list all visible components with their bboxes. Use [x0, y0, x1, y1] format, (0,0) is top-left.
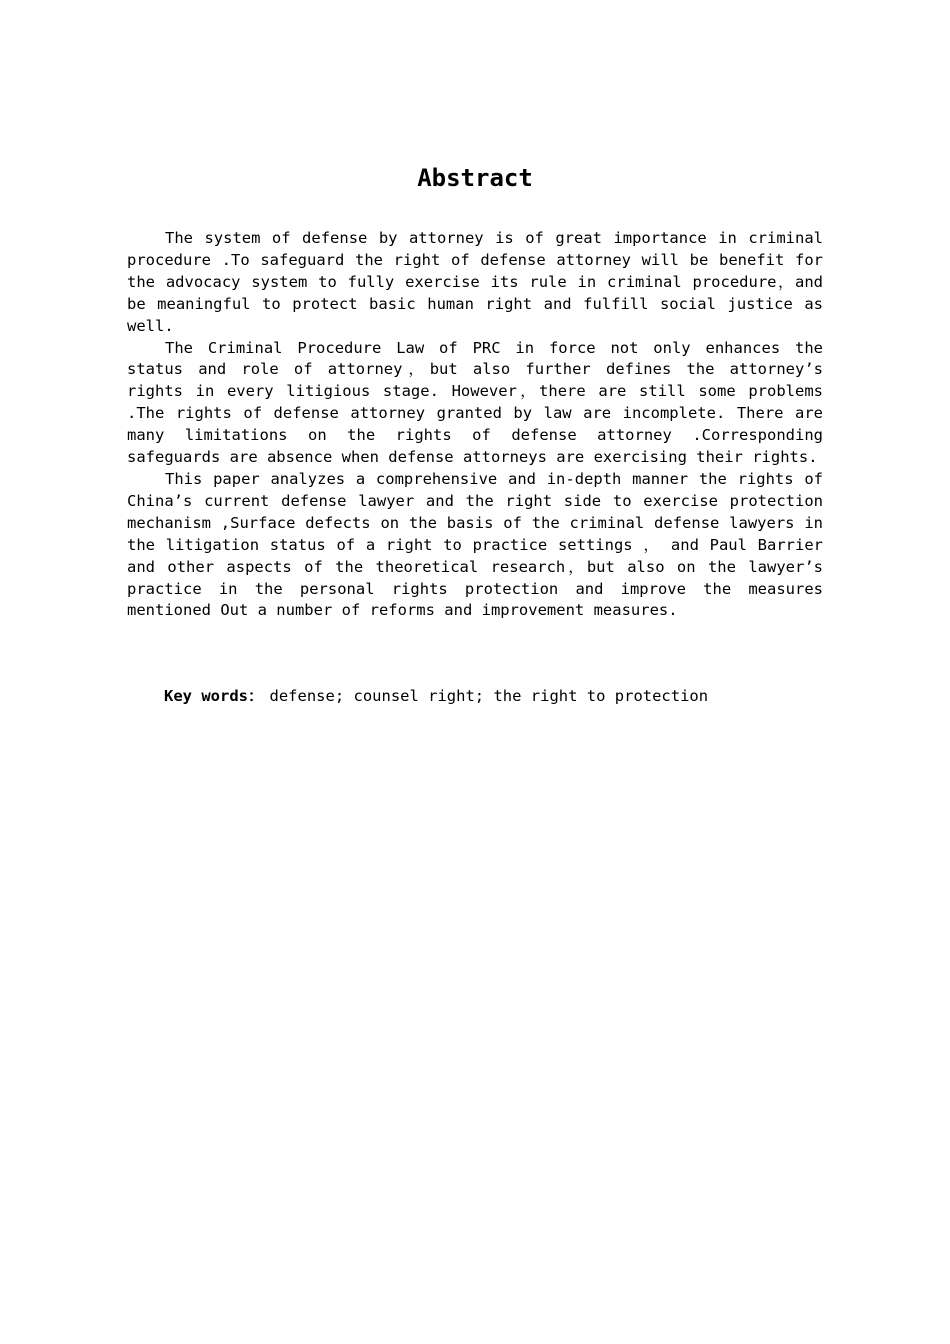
abstract-title: Abstract — [417, 164, 533, 192]
abstract-paragraph-2: The Criminal Procedure Law of PRC in force not only enhances the status and role of attorney，but also further defines the attorney’s rights in every litigious stage. However，there are still some problems .The rights of defense attorney granted by law are incomplete. There are many limitations on the rights of defense attorney .Corresponding safeguards are absence when defense attorneys are exercising their rights. — [127, 338, 823, 467]
keywords-line — [164, 685, 844, 707]
keywords-text: defense; counsel right; the right to protection — [269, 687, 709, 705]
abstract-body — [127, 228, 823, 622]
abstract-paragraph-1: The system of defense by attorney is of great importance in criminal procedure .To safeguard the right of defense attorney will be benefit for the advocacy system to fully exercise its rule in criminal procedure，and be meaningful to protect basic human right and fulfill social justice as well. — [127, 229, 823, 335]
abstract-paragraph-3: This paper analyzes a comprehensive and in-depth manner the rights of China’s current defense lawyer and the right side to exercise protection mechanism ,Surface defects on the basis of the criminal defense lawyers in the litigation status of a right to practice settings ， and Paul Barrier and other aspects of the theoretical research，but also on the lawyer’s practice in the personal rights protection and improve the measures mentioned Out a number of reforms and improvement measures. — [127, 469, 823, 620]
keywords-label: Key words： — [164, 687, 264, 705]
